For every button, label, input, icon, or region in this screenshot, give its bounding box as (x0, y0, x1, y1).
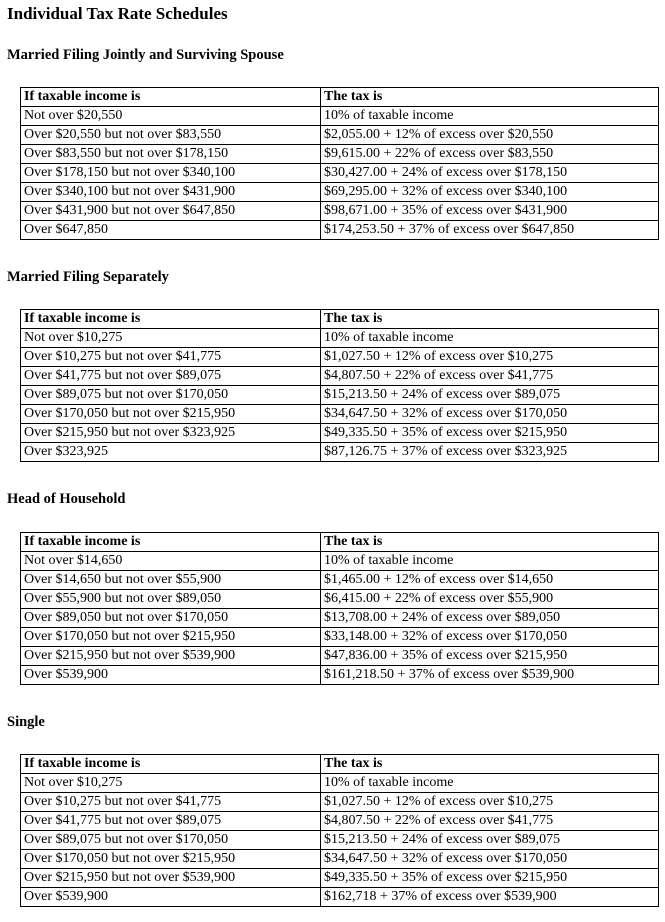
tax-cell: $49,335.50 + 35% of excess over $215,950 (321, 424, 659, 443)
tax-cell: $33,148.00 + 32% of excess over $170,050 (321, 628, 659, 647)
table-row (21, 571, 659, 590)
schedule-heading-single: Single (7, 714, 45, 730)
table-row (21, 386, 659, 405)
table-row (21, 443, 659, 462)
tax-cell: $4,807.50 + 22% of excess over $41,775 (321, 812, 659, 831)
table-row (21, 869, 659, 888)
table-row (21, 888, 659, 907)
tax-cell: 10% of taxable income (321, 107, 659, 126)
tax-cell: $162,718 + 37% of excess over $539,900 (321, 888, 659, 907)
tax-column-header: The tax is (321, 755, 659, 774)
income-cell: Over $83,550 but not over $178,150 (21, 145, 321, 164)
schedule-heading-married-jointly: Married Filing Jointly and Surviving Spouse (7, 47, 284, 63)
income-cell: Over $89,075 but not over $170,050 (21, 386, 321, 405)
tax-cell: $69,295.00 + 32% of excess over $340,100 (321, 183, 659, 202)
tax-column-header: The tax is (321, 310, 659, 329)
table-row (21, 831, 659, 850)
table-row (21, 424, 659, 443)
tax-cell: $98,671.00 + 35% of excess over $431,900 (321, 202, 659, 221)
income-cell: Not over $10,275 (21, 329, 321, 348)
income-cell: Not over $10,275 (21, 774, 321, 793)
table-row (21, 145, 659, 164)
tax-cell: $4,807.50 + 22% of excess over $41,775 (321, 367, 659, 386)
table-header-row (21, 533, 659, 552)
tax-cell: $1,027.50 + 12% of excess over $10,275 (321, 793, 659, 812)
table-row (21, 850, 659, 869)
table-row (21, 552, 659, 571)
tax-cell: 10% of taxable income (321, 774, 659, 793)
tax-cell: 10% of taxable income (321, 552, 659, 571)
tax-cell: $34,647.50 + 32% of excess over $170,050 (321, 405, 659, 424)
tax-cell: $1,027.50 + 12% of excess over $10,275 (321, 348, 659, 367)
tax-cell: $49,335.50 + 35% of excess over $215,950 (321, 869, 659, 888)
page-title: Individual Tax Rate Schedules (7, 4, 228, 23)
income-cell: Over $215,950 but not over $323,925 (21, 424, 321, 443)
tax-cell: $161,218.50 + 37% of excess over $539,900 (321, 666, 659, 685)
tax-cell: $13,708.00 + 24% of excess over $89,050 (321, 609, 659, 628)
table-row (21, 183, 659, 202)
income-cell: Over $41,775 but not over $89,075 (21, 812, 321, 831)
table-row (21, 774, 659, 793)
income-cell: Over $41,775 but not over $89,075 (21, 367, 321, 386)
income-cell: Over $10,275 but not over $41,775 (21, 348, 321, 367)
tax-cell: $15,213.50 + 24% of excess over $89,075 (321, 386, 659, 405)
income-cell: Over $647,850 (21, 221, 321, 240)
income-cell: Over $10,275 but not over $41,775 (21, 793, 321, 812)
income-cell: Over $20,550 but not over $83,550 (21, 126, 321, 145)
table-row (21, 793, 659, 812)
tax-cell: $174,253.50 + 37% of excess over $647,850 (321, 221, 659, 240)
rate-table-married-jointly (20, 87, 659, 240)
tax-cell: $9,615.00 + 22% of excess over $83,550 (321, 145, 659, 164)
income-cell: Over $323,925 (21, 443, 321, 462)
tax-cell: $87,126.75 + 37% of excess over $323,925 (321, 443, 659, 462)
tax-cell: 10% of taxable income (321, 329, 659, 348)
income-cell: Not over $20,550 (21, 107, 321, 126)
income-cell: Over $170,050 but not over $215,950 (21, 405, 321, 424)
income-cell: Over $89,050 but not over $170,050 (21, 609, 321, 628)
schedule-heading-head-of-household: Head of Household (7, 491, 126, 507)
table-row (21, 221, 659, 240)
income-column-header: If taxable income is (21, 755, 321, 774)
tax-column-header: The tax is (321, 533, 659, 552)
rate-table-married-separately (20, 309, 659, 462)
income-cell: Over $89,075 but not over $170,050 (21, 831, 321, 850)
table-row (21, 666, 659, 685)
tax-column-header: The tax is (321, 88, 659, 107)
table-header-row (21, 88, 659, 107)
tax-cell: $2,055.00 + 12% of excess over $20,550 (321, 126, 659, 145)
table-row (21, 329, 659, 348)
tax-cell: $34,647.50 + 32% of excess over $170,050 (321, 850, 659, 869)
income-column-header: If taxable income is (21, 310, 321, 329)
income-cell: Over $170,050 but not over $215,950 (21, 628, 321, 647)
table-row (21, 126, 659, 145)
table-row (21, 590, 659, 609)
tax-cell: $1,465.00 + 12% of excess over $14,650 (321, 571, 659, 590)
income-cell: Over $215,950 but not over $539,900 (21, 869, 321, 888)
table-row (21, 628, 659, 647)
income-column-header: If taxable income is (21, 88, 321, 107)
rate-table-head-of-household (20, 532, 659, 685)
tax-cell: $15,213.50 + 24% of excess over $89,075 (321, 831, 659, 850)
income-cell: Over $55,900 but not over $89,050 (21, 590, 321, 609)
income-column-header: If taxable income is (21, 533, 321, 552)
table-row (21, 202, 659, 221)
table-row (21, 405, 659, 424)
tax-cell: $30,427.00 + 24% of excess over $178,150 (321, 164, 659, 183)
table-row (21, 647, 659, 666)
income-cell: Over $170,050 but not over $215,950 (21, 850, 321, 869)
table-row (21, 609, 659, 628)
tax-cell: $6,415.00 + 22% of excess over $55,900 (321, 590, 659, 609)
income-cell: Over $14,650 but not over $55,900 (21, 571, 321, 590)
income-cell: Not over $14,650 (21, 552, 321, 571)
table-header-row (21, 310, 659, 329)
rate-table-single (20, 754, 659, 907)
income-cell: Over $539,900 (21, 666, 321, 685)
table-row (21, 812, 659, 831)
income-cell: Over $178,150 but not over $340,100 (21, 164, 321, 183)
income-cell: Over $539,900 (21, 888, 321, 907)
schedule-heading-married-separately: Married Filing Separately (7, 269, 169, 285)
table-row (21, 164, 659, 183)
income-cell: Over $431,900 but not over $647,850 (21, 202, 321, 221)
income-cell: Over $215,950 but not over $539,900 (21, 647, 321, 666)
table-row (21, 107, 659, 126)
tax-cell: $47,836.00 + 35% of excess over $215,950 (321, 647, 659, 666)
table-row (21, 348, 659, 367)
table-row (21, 367, 659, 386)
table-header-row (21, 755, 659, 774)
income-cell: Over $340,100 but not over $431,900 (21, 183, 321, 202)
